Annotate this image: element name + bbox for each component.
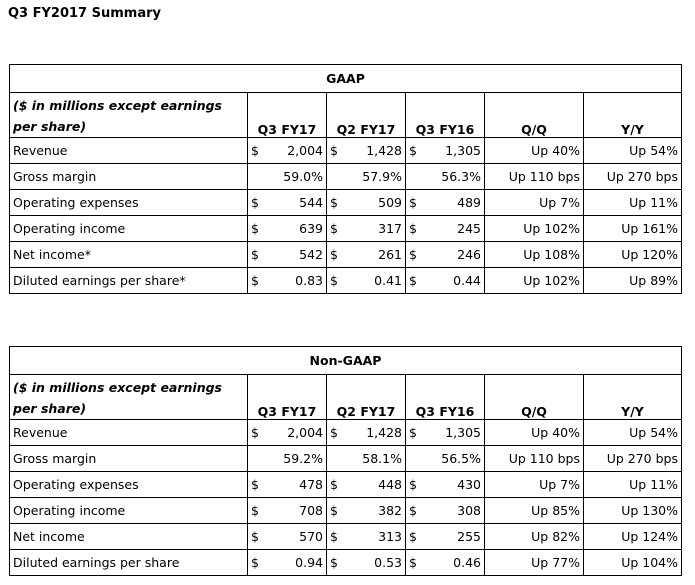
value-q3-fy17: 0.94 (270, 550, 327, 576)
change-qq: Up 108% (485, 242, 584, 268)
currency-symbol: $ (406, 268, 428, 294)
currency-symbol: $ (406, 498, 428, 524)
table-row (10, 498, 682, 524)
currency-symbol (406, 164, 428, 190)
value-q3-fy16: 246 (428, 242, 485, 268)
page-title: Q3 FY2017 Summary (8, 6, 161, 21)
currency-symbol: $ (406, 242, 428, 268)
currency-symbol: $ (327, 498, 349, 524)
table-row (10, 242, 682, 268)
table-row (10, 164, 682, 190)
value-q2-fy17: 0.41 (349, 268, 406, 294)
table-row (10, 550, 682, 576)
currency-symbol: $ (327, 550, 349, 576)
value-q3-fy16: 489 (428, 190, 485, 216)
currency-symbol: $ (406, 190, 428, 216)
change-yy: Up 130% (584, 498, 682, 524)
currency-symbol (248, 164, 270, 190)
section-row (10, 65, 682, 93)
column-header-yy: Y/Y (584, 93, 682, 138)
currency-symbol: $ (248, 498, 270, 524)
value-q2-fy17: 509 (349, 190, 406, 216)
change-qq: Up 110 bps (485, 446, 584, 472)
header-row (10, 93, 682, 138)
column-header-description: ($ in millions except earnings per share) (10, 93, 248, 138)
value-q3-fy17: 2,004 (270, 420, 327, 446)
change-qq: Up 7% (485, 190, 584, 216)
value-q3-fy16: 56.5% (428, 446, 485, 472)
value-q3-fy16: 430 (428, 472, 485, 498)
change-qq: Up 102% (485, 268, 584, 294)
currency-symbol (406, 446, 428, 472)
currency-symbol: $ (327, 420, 349, 446)
currency-symbol (327, 164, 349, 190)
change-qq: Up 7% (485, 472, 584, 498)
column-header-qq: Q/Q (485, 375, 584, 420)
value-q3-fy16: 308 (428, 498, 485, 524)
change-yy: Up 89% (584, 268, 682, 294)
column-header-qq: Q/Q (485, 93, 584, 138)
value-q3-fy17: 544 (270, 190, 327, 216)
column-header-q2-fy17: Q2 FY17 (327, 375, 406, 420)
column-header-yy: Y/Y (584, 375, 682, 420)
row-label: Net income* (10, 242, 248, 268)
currency-symbol: $ (406, 550, 428, 576)
row-label: Operating income (10, 216, 248, 242)
currency-symbol: $ (248, 524, 270, 550)
change-yy: Up 120% (584, 242, 682, 268)
header-row (10, 375, 682, 420)
currency-symbol: $ (248, 550, 270, 576)
row-label: Gross margin (10, 164, 248, 190)
change-qq: Up 110 bps (485, 164, 584, 190)
value-q3-fy16: 1,305 (428, 138, 485, 164)
row-label: Operating income (10, 498, 248, 524)
value-q3-fy16: 1,305 (428, 420, 485, 446)
row-label: Net income (10, 524, 248, 550)
change-qq: Up 77% (485, 550, 584, 576)
column-header-q3-fy16: Q3 FY16 (406, 93, 485, 138)
value-q2-fy17: 313 (349, 524, 406, 550)
currency-symbol: $ (327, 190, 349, 216)
table-row (10, 268, 682, 294)
currency-symbol: $ (327, 268, 349, 294)
table-row (10, 138, 682, 164)
value-q3-fy16: 0.44 (428, 268, 485, 294)
value-q2-fy17: 261 (349, 242, 406, 268)
currency-symbol: $ (406, 216, 428, 242)
change-yy: Up 124% (584, 524, 682, 550)
value-q3-fy17: 570 (270, 524, 327, 550)
change-qq: Up 102% (485, 216, 584, 242)
table-row (10, 524, 682, 550)
change-yy: Up 270 bps (584, 164, 682, 190)
column-header-q3-fy17: Q3 FY17 (248, 93, 327, 138)
table-row (10, 216, 682, 242)
value-q3-fy16: 245 (428, 216, 485, 242)
value-q2-fy17: 382 (349, 498, 406, 524)
value-q3-fy17: 708 (270, 498, 327, 524)
value-q2-fy17: 58.1% (349, 446, 406, 472)
currency-symbol: $ (327, 524, 349, 550)
currency-symbol (248, 446, 270, 472)
value-q3-fy17: 59.0% (270, 164, 327, 190)
column-header-q2-fy17: Q2 FY17 (327, 93, 406, 138)
value-q2-fy17: 1,428 (349, 420, 406, 446)
change-yy: Up 270 bps (584, 446, 682, 472)
value-q3-fy16: 255 (428, 524, 485, 550)
change-qq: Up 82% (485, 524, 584, 550)
row-label: Diluted earnings per share* (10, 268, 248, 294)
row-label: Gross margin (10, 446, 248, 472)
column-header-q3-fy17: Q3 FY17 (248, 375, 327, 420)
currency-symbol (327, 446, 349, 472)
value-q3-fy16: 56.3% (428, 164, 485, 190)
currency-symbol: $ (248, 472, 270, 498)
column-header-q3-fy16: Q3 FY16 (406, 375, 485, 420)
change-yy: Up 161% (584, 216, 682, 242)
currency-symbol: $ (248, 242, 270, 268)
currency-symbol: $ (248, 268, 270, 294)
change-yy: Up 104% (584, 550, 682, 576)
row-label: Revenue (10, 420, 248, 446)
section-row (10, 347, 682, 375)
value-q3-fy17: 478 (270, 472, 327, 498)
table-row (10, 472, 682, 498)
value-q2-fy17: 0.53 (349, 550, 406, 576)
value-q2-fy17: 57.9% (349, 164, 406, 190)
row-label: Revenue (10, 138, 248, 164)
currency-symbol: $ (248, 190, 270, 216)
table-row (10, 446, 682, 472)
change-yy: Up 54% (584, 420, 682, 446)
row-label: Diluted earnings per share (10, 550, 248, 576)
table-row (10, 190, 682, 216)
currency-symbol: $ (248, 216, 270, 242)
financial-table-non-gaap (9, 346, 682, 576)
currency-symbol: $ (327, 242, 349, 268)
currency-symbol: $ (406, 138, 428, 164)
column-header-description: ($ in millions except earnings per share) (10, 375, 248, 420)
value-q2-fy17: 317 (349, 216, 406, 242)
section-title: GAAP (10, 65, 682, 93)
currency-symbol: $ (406, 524, 428, 550)
row-label: Operating expenses (10, 472, 248, 498)
currency-symbol: $ (406, 420, 428, 446)
value-q3-fy17: 2,004 (270, 138, 327, 164)
change-qq: Up 85% (485, 498, 584, 524)
currency-symbol: $ (248, 420, 270, 446)
value-q3-fy17: 639 (270, 216, 327, 242)
value-q3-fy16: 0.46 (428, 550, 485, 576)
change-yy: Up 11% (584, 472, 682, 498)
financial-table-gaap (9, 64, 682, 294)
table-row (10, 420, 682, 446)
value-q2-fy17: 448 (349, 472, 406, 498)
value-q3-fy17: 59.2% (270, 446, 327, 472)
currency-symbol: $ (327, 472, 349, 498)
change-yy: Up 11% (584, 190, 682, 216)
change-qq: Up 40% (485, 138, 584, 164)
currency-symbol: $ (406, 472, 428, 498)
change-qq: Up 40% (485, 420, 584, 446)
value-q3-fy17: 542 (270, 242, 327, 268)
currency-symbol: $ (248, 138, 270, 164)
currency-symbol: $ (327, 216, 349, 242)
value-q2-fy17: 1,428 (349, 138, 406, 164)
section-title: Non-GAAP (10, 347, 682, 375)
value-q3-fy17: 0.83 (270, 268, 327, 294)
row-label: Operating expenses (10, 190, 248, 216)
change-yy: Up 54% (584, 138, 682, 164)
currency-symbol: $ (327, 138, 349, 164)
